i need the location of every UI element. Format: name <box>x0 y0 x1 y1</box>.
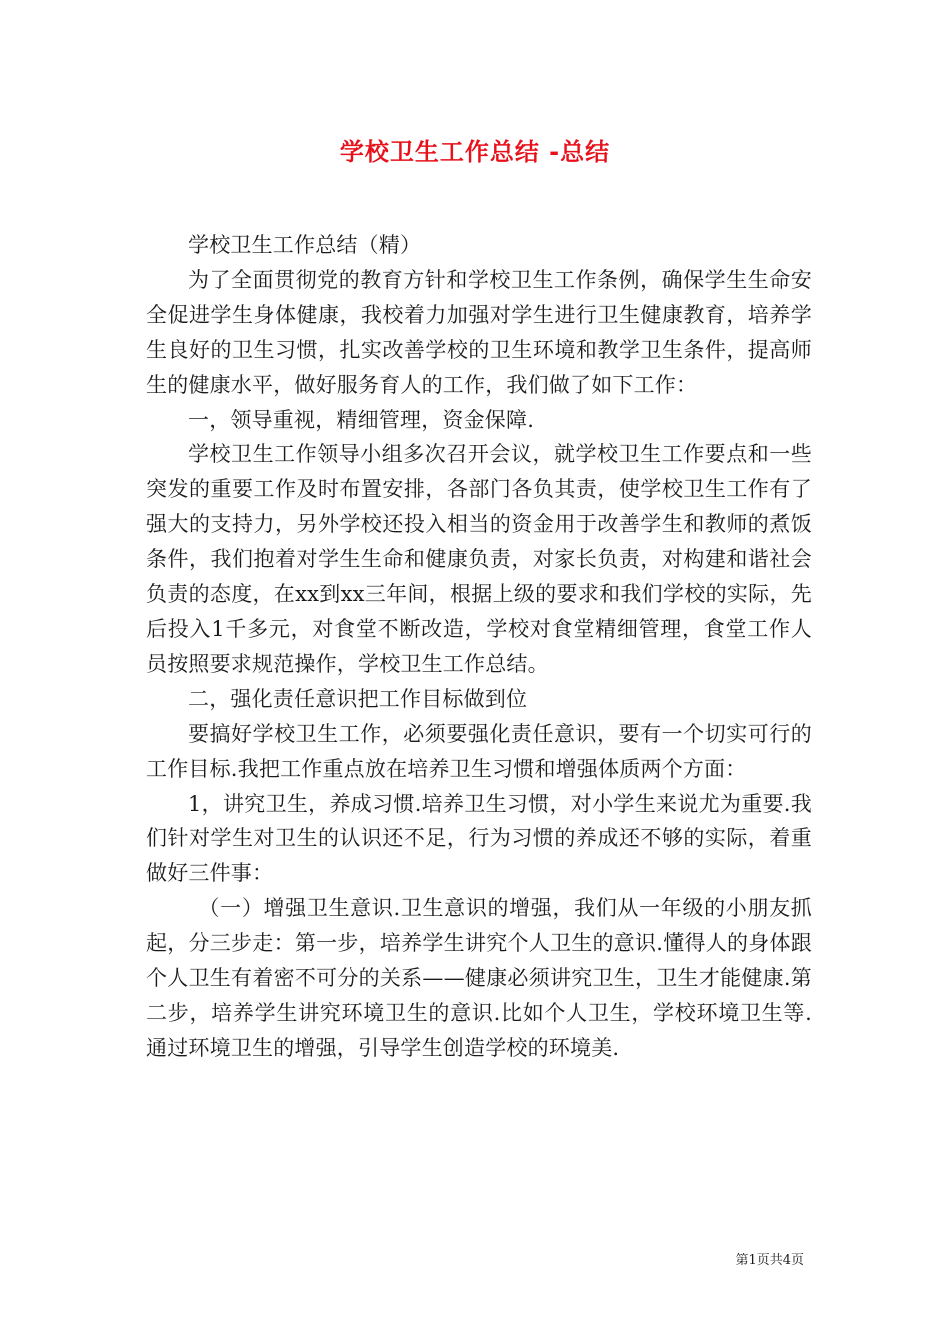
paragraph-section-2: 要搞好学校卫生工作，必须要强化责任意识，要有一个切实可行的工作目标.我把工作重点放在培养卫生习惯和增强体质两个方面： <box>146 721 812 781</box>
paragraph-point-1: 1，讲究卫生，养成习惯.培养卫生习惯，对小学生来说尤为重要.我们针对学生对卫生的认识还不足，行为习惯的养成还不够的实际，着重做好三件事： <box>146 791 812 886</box>
page-number: 第1页共4页 <box>735 1253 804 1268</box>
section-heading-2: 二，强化责任意识把工作目标做到位 <box>188 686 528 711</box>
paragraph-subtitle: 学校卫生工作总结（精） <box>188 233 422 257</box>
document-body <box>146 228 812 1066</box>
paragraph-section-1: 学校卫生工作领导小组多次召开会议，就学校卫生工作要点和一些突发的重要工作及时布置安排，各部门各负其责，使学校卫生工作有了强大的支持力，另外学校还投入相当的资金用于改善学生和教师的煮饭条件，我们抱着对学生生命和健康负责，对家长负责，对构建和谐社会负责的态度，在xx到xx三年间，根据上级的要求和我们学校的实际，先后投入1千多元，对食堂不断改造，学校对食堂精细管理，食堂工作人员按照要求规范操作，学校卫生工作总结。 <box>146 442 812 676</box>
section-heading-1: 一，领导重视，精细管理，资金保障. <box>188 407 535 432</box>
paragraph-subpoint-1: （一）增强卫生意识.卫生意识的增强，我们从一年级的小朋友抓起，分三步走：第一步，培养学生讲究个人卫生的意识.懂得人的身体跟个人卫生有着密不可分的关系——健康必须讲究卫生，卫生才能健康.第二步，培养学生讲究环境卫生的意识.比如个人卫生，学校环境卫生等.通过环境卫生的增强，引导学生创造学校的环境美. <box>146 896 812 1060</box>
paragraph-intro: 为了全面贯彻党的教育方针和学校卫生工作条例，确保学生生命安全促进学生身体健康，我校着力加强对学生进行卫生健康教育，培养学生良好的卫生习惯，扎实改善学校的卫生环境和教学卫生条件，提高师生的健康水平，做好服务育人的工作，我们做了如下工作： <box>146 267 812 397</box>
document-title: 学校卫生工作总结 -总结 <box>339 138 611 166</box>
